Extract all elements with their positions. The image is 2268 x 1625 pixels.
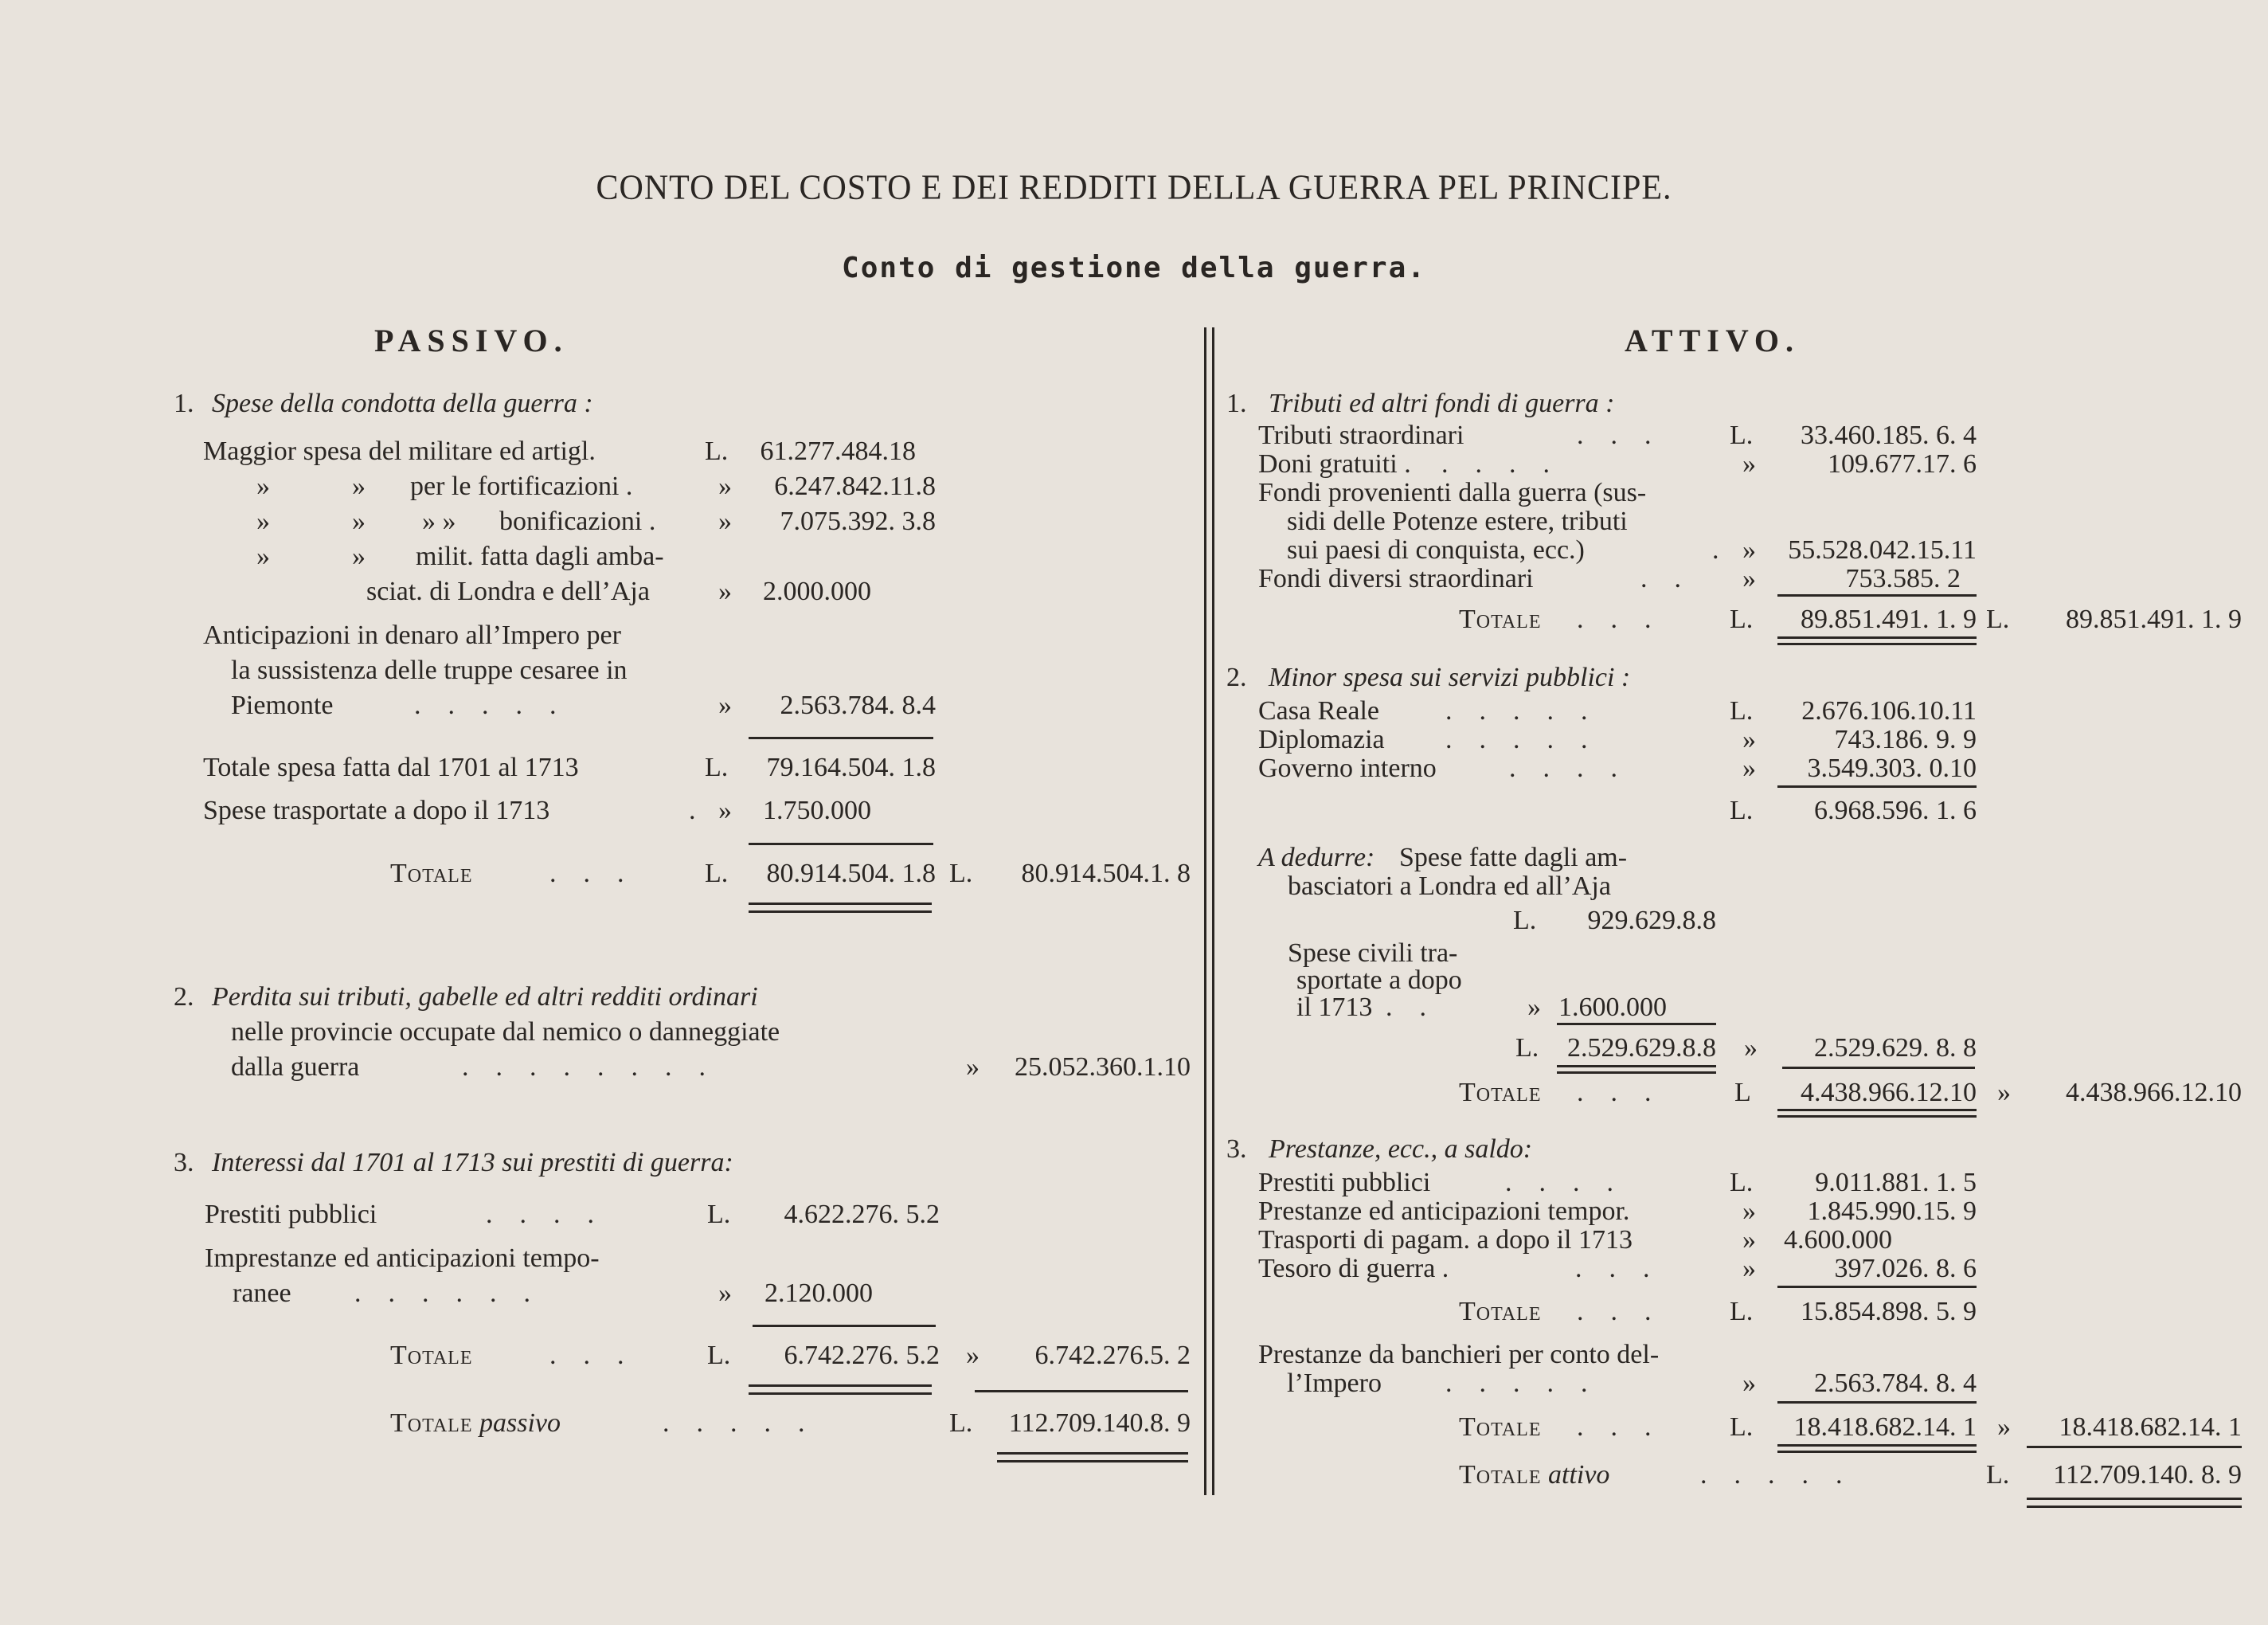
total-label: Totale [1459, 1078, 1542, 1107]
row-amount: 9.011.881. 1. 5 [1815, 1168, 1977, 1197]
sum-rule [1782, 1067, 1975, 1069]
carried-total-amount: 89.851.491. 1. 9 [2066, 605, 2242, 634]
section-heading: Perdita sui tributi, gabelle ed altri redditi ordinari [212, 982, 758, 1012]
row-label: Doni gratuiti . [1258, 449, 1411, 479]
double-rule-top [1557, 1065, 1716, 1067]
row-label-continued: sportate a dopo [1296, 965, 1462, 995]
total-label: Totale [390, 859, 473, 888]
section-heading: Interessi dal 1701 al 1713 sui prestiti di guerra: [212, 1148, 733, 1177]
leader-dots: . . . . [1441, 449, 1550, 479]
row-label: Fondi provenienti dalla guerra (sus- [1258, 478, 1647, 507]
leader-dots: . . . . . [1700, 1460, 1843, 1490]
total-label: Totale [1459, 605, 1542, 634]
carried-total-amount: 6.742.276.5. 2 [1034, 1341, 1191, 1370]
row-amount: 2.563.784. 8. 4 [1814, 1369, 1977, 1398]
double-rule-bottom [749, 910, 932, 913]
double-rule-bottom [1777, 1115, 1977, 1118]
section-number: 3. [1226, 1134, 1247, 1164]
leader-dots: . . . . [1505, 1168, 1613, 1197]
row-label: Spese trasportate a dopo il 1713 [203, 796, 550, 825]
row-amount: 2.563.784. 8.4 [780, 691, 936, 720]
double-rule-top [1777, 1444, 1977, 1447]
row-amount: 2.120.000 [764, 1278, 873, 1308]
row-mark: » [1742, 1369, 1756, 1398]
leader-dots: . . . . . . . . [462, 1052, 706, 1082]
sum-rule [1557, 1023, 1716, 1025]
sum-rule [1777, 1401, 1977, 1404]
leader-dots: . . [1386, 993, 1426, 1022]
row-amount: 397.026. 8. 6 [1834, 1254, 1977, 1283]
double-rule-top [2027, 1498, 2242, 1500]
total-label: Totale [1459, 1412, 1542, 1442]
row-mark: » [966, 1052, 980, 1082]
ditto-mark: » [352, 507, 366, 536]
carried-total-amount: 4.438.966.12.10 [2066, 1078, 2242, 1107]
grand-total-mark: L. [949, 1408, 973, 1438]
leader-dots: . . . . [1509, 754, 1617, 783]
row-label: Prestiti pubblici [205, 1200, 377, 1229]
total-amount: 15.854.898. 5. 9 [1801, 1297, 1977, 1326]
row-mark: L. [1513, 906, 1537, 935]
leader-dots: . . . [1577, 1078, 1652, 1107]
column-divider-right-rule [1212, 327, 1214, 1495]
page-subtitle: Conto di gestione della guerra. [842, 252, 1426, 284]
sum-rule [2027, 1446, 2242, 1448]
row-label-continued: sui paesi di conquista, ecc.) [1287, 535, 1585, 565]
double-rule-top [1777, 636, 1977, 639]
row-mark: L. [1730, 1168, 1754, 1197]
row-label: Imprestanze ed anticipazioni tempo- [205, 1243, 600, 1273]
row-label: Casa Reale [1258, 696, 1379, 726]
grand-total-label [390, 1410, 561, 1437]
leader-dots: . . . . . [663, 1408, 805, 1438]
row-amount: 4.600.000 [1784, 1225, 1892, 1255]
ditto-mark: » [256, 542, 270, 571]
leader-dots: . . . . . . [354, 1278, 530, 1308]
double-rule-bottom [749, 1392, 932, 1395]
row-amount: 1.750.000 [763, 796, 871, 825]
ditto-mark: » [352, 472, 366, 501]
row-amount: 4.622.276. 5.2 [784, 1200, 940, 1229]
grand-total-label-italic: attivo [1548, 1460, 1610, 1490]
total-mark: L. [1730, 605, 1754, 634]
double-rule-top [749, 903, 932, 905]
double-rule-bottom [1777, 643, 1977, 645]
total-mark: L. [1730, 1297, 1754, 1326]
row-mark: » [1742, 449, 1756, 479]
grand-total-label [1459, 1462, 1609, 1489]
double-rule-bottom [1557, 1071, 1716, 1074]
row-mark: » [1742, 725, 1756, 754]
sum-rule [1777, 594, 1977, 597]
row-amount: 2.529.629.8.8 [1567, 1033, 1716, 1063]
leader-dots: . . [1640, 564, 1681, 593]
row-label: Governo interno [1258, 754, 1437, 783]
row-label: bonificazioni . [499, 507, 656, 536]
row-mark: » [1742, 754, 1756, 783]
sum-rule [749, 737, 933, 739]
row-mark: » [718, 577, 732, 606]
total-mark: L. [705, 859, 729, 888]
double-rule-bottom [997, 1460, 1188, 1462]
section-number: 1. [174, 389, 194, 418]
row-mark: » [718, 507, 732, 536]
row-amount: 2.000.000 [763, 577, 871, 606]
row-label-continued: l’Impero [1287, 1369, 1382, 1398]
row-label: Spese fatte dagli am- [1399, 843, 1628, 872]
sum-rule [975, 1390, 1188, 1392]
row-label: Tesoro di guerra . [1258, 1254, 1449, 1283]
section-number: 2. [174, 982, 194, 1012]
leader-dots: . . . [1575, 1254, 1650, 1283]
row-mark: » [1742, 564, 1756, 593]
grand-total-amount: 112.709.140.8. 9 [1008, 1408, 1191, 1438]
row-label: Prestanze da banchieri per conto del- [1258, 1340, 1660, 1369]
row-amount: 61.277.484.18 [760, 437, 916, 466]
row-amount: 7.075.392. 3.8 [780, 507, 936, 536]
row-label: Anticipazioni in denaro all’Impero per [203, 621, 621, 650]
total-amount: 89.851.491. 1. 9 [1801, 605, 1977, 634]
total-amount: 6.742.276. 5.2 [784, 1341, 940, 1370]
row-label: Diplomazia [1258, 725, 1385, 754]
total-mark: » [1997, 1412, 2011, 1442]
row-mark: L. [707, 1200, 731, 1229]
grand-total-amount: 112.709.140. 8. 9 [2053, 1460, 2242, 1490]
leader-dots: . . . [549, 859, 624, 888]
subtotal-mark: L. [1730, 796, 1754, 825]
leader-dots: . [689, 796, 696, 825]
row-amount: 2.676.106.10.11 [1801, 696, 1977, 726]
section-heading: Prestanze, ecc., a saldo: [1269, 1134, 1533, 1164]
row-amount: 3.549.303. 0.10 [1807, 754, 1977, 783]
row-label: Tributi straordinari [1258, 421, 1464, 450]
sum-rule [753, 1325, 936, 1327]
total-amount: 4.438.966.12.10 [1801, 1078, 1977, 1107]
double-rule-top [1777, 1109, 1977, 1111]
grand-total-label-text: Totale [1459, 1460, 1542, 1490]
section-number: 1. [1226, 389, 1247, 418]
row-mark: L. [705, 753, 729, 782]
ditto-mark: » [352, 542, 366, 571]
total-mark: L [1734, 1078, 1751, 1107]
row-label-continued: ranee [233, 1278, 291, 1308]
leader-dots: . . . . [486, 1200, 594, 1229]
grand-total-mark: L. [1986, 1460, 2010, 1490]
row-mark: » [1744, 1033, 1758, 1063]
row-label-continued: il 1713 [1296, 993, 1373, 1022]
leader-dots: . . . . . [1445, 725, 1588, 754]
leader-dots: . . . [1577, 605, 1652, 634]
row-label-continued: Piemonte [231, 691, 334, 720]
carried-total-amount: 80.914.504.1. 8 [1021, 859, 1191, 888]
row-label-continued: sidi delle Potenze estere, tributi [1287, 507, 1628, 536]
leader-dots: . . . . . [1445, 696, 1588, 726]
row-label: Prestanze ed anticipazioni tempor. [1258, 1196, 1630, 1226]
leader-dots: . . . . . [1445, 1369, 1588, 1398]
section-heading-continued: dalla guerra [231, 1052, 360, 1082]
subtotal-amount: 6.968.596. 1. 6 [1814, 796, 1977, 825]
row-mark: » [718, 691, 732, 720]
row-amount: 6.247.842.11.8 [774, 472, 936, 501]
carried-total-amount: 18.418.682.14. 1 [2059, 1412, 2242, 1442]
row-label: milit. fatta dagli amba- [416, 542, 664, 571]
row-mark: L. [705, 437, 729, 466]
row-amount: 55.528.042.15.11 [1788, 535, 1977, 565]
row-mark: » [1527, 993, 1541, 1022]
double-rule-top [997, 1452, 1188, 1455]
leader-dots: . . . [1577, 421, 1652, 450]
row-label: Prestiti pubblici [1258, 1168, 1431, 1197]
row-label-continued: sciat. di Londra e dell’Aja [366, 577, 650, 606]
attivo-heading: ATTIVO. [1625, 323, 1801, 358]
section-heading: Minor spesa sui servizi pubblici : [1269, 663, 1631, 692]
row-mark: » [1742, 535, 1756, 565]
passivo-heading: PASSIVO. [374, 323, 569, 358]
section-heading: Spese della condotta della guerra : [212, 389, 593, 418]
row-mark: L. [1515, 1033, 1539, 1063]
row-mark: » [1742, 1196, 1756, 1226]
total-mark: L. [1986, 605, 2010, 634]
total-mark: L. [1730, 1412, 1754, 1442]
total-mark: » [1997, 1078, 2011, 1107]
row-label: Fondi diversi straordinari [1258, 564, 1534, 593]
row-mark: » [1742, 1254, 1756, 1283]
total-amount: 80.914.504. 1.8 [766, 859, 936, 888]
sum-rule [1777, 785, 1977, 788]
row-label: Trasporti di pagam. a dopo il 1713 [1258, 1225, 1633, 1255]
row-mark: L. [1730, 421, 1754, 450]
section-heading: Tributi ed altri fondi di guerra : [1269, 389, 1615, 418]
leader-dots: . [1712, 535, 1719, 565]
double-rule-top [749, 1384, 932, 1387]
total-mark: L. [707, 1341, 731, 1370]
column-divider-left-rule [1204, 327, 1206, 1495]
leader-dots: . . . . . [414, 691, 557, 720]
section-number: 3. [174, 1148, 194, 1177]
grand-total-label-text: Totale [390, 1408, 473, 1438]
row-amount: 753.585. 2 [1845, 564, 1961, 593]
row-mark: » [1742, 1225, 1756, 1255]
row-amount: 743.186. 9. 9 [1834, 725, 1977, 754]
grand-total-label-italic: passivo [479, 1408, 561, 1438]
row-mark: » [718, 472, 732, 501]
deduction-label: A dedurre: [1258, 843, 1375, 872]
leader-dots: . . . [1577, 1412, 1652, 1442]
section-number: 2. [1226, 663, 1247, 692]
row-label: per le fortificazioni . [410, 472, 633, 501]
row-amount: 1.845.990.15. 9 [1807, 1196, 1977, 1226]
row-amount: 1.600.000 [1558, 993, 1667, 1022]
ditto-mark: » [256, 472, 270, 501]
row-label: Spese civili tra- [1288, 938, 1458, 968]
ditto-mark: » [256, 507, 270, 536]
total-mark: L. [949, 859, 973, 888]
total-label: Totale [1459, 1297, 1542, 1326]
row-amount: 109.677.17. 6 [1828, 449, 1977, 479]
double-rule-bottom [2027, 1506, 2242, 1508]
total-amount: 18.418.682.14. 1 [1793, 1412, 1977, 1442]
row-label-continued: basciatori a Londra ed all’Aja [1288, 871, 1611, 901]
row-amount: 79.164.504. 1.8 [766, 753, 936, 782]
sum-rule [749, 843, 933, 845]
sum-rule [1777, 1286, 1977, 1288]
row-amount: 25.052.360.1.10 [1015, 1052, 1191, 1082]
row-mark: » [718, 1278, 732, 1308]
ditto-mark: » » [422, 507, 456, 536]
total-label: Totale [390, 1341, 473, 1370]
row-amount: 33.460.185. 6. 4 [1801, 421, 1977, 450]
leader-dots: . . . [1577, 1297, 1652, 1326]
row-label: Totale spesa fatta dal 1701 al 1713 [203, 753, 579, 782]
row-label-continued: la sussistenza delle truppe cesaree in [231, 656, 628, 685]
page-title: CONTO DEL COSTO E DEI REDDITI DELLA GUERRA PEL PRINCIPE. [596, 168, 1672, 208]
leader-dots: . . . [549, 1341, 624, 1370]
double-rule-bottom [1777, 1451, 1977, 1453]
row-amount: 929.629.8.8 [1587, 906, 1716, 935]
section-heading-continued: nelle provincie occupate dal nemico o danneggiate [231, 1017, 780, 1047]
row-mark: » [718, 796, 732, 825]
total-mark: » [966, 1341, 980, 1370]
row-label: Maggior spesa del militare ed artigl. [203, 437, 596, 466]
row-amount: 2.529.629. 8. 8 [1814, 1033, 1977, 1063]
row-mark: L. [1730, 696, 1754, 726]
